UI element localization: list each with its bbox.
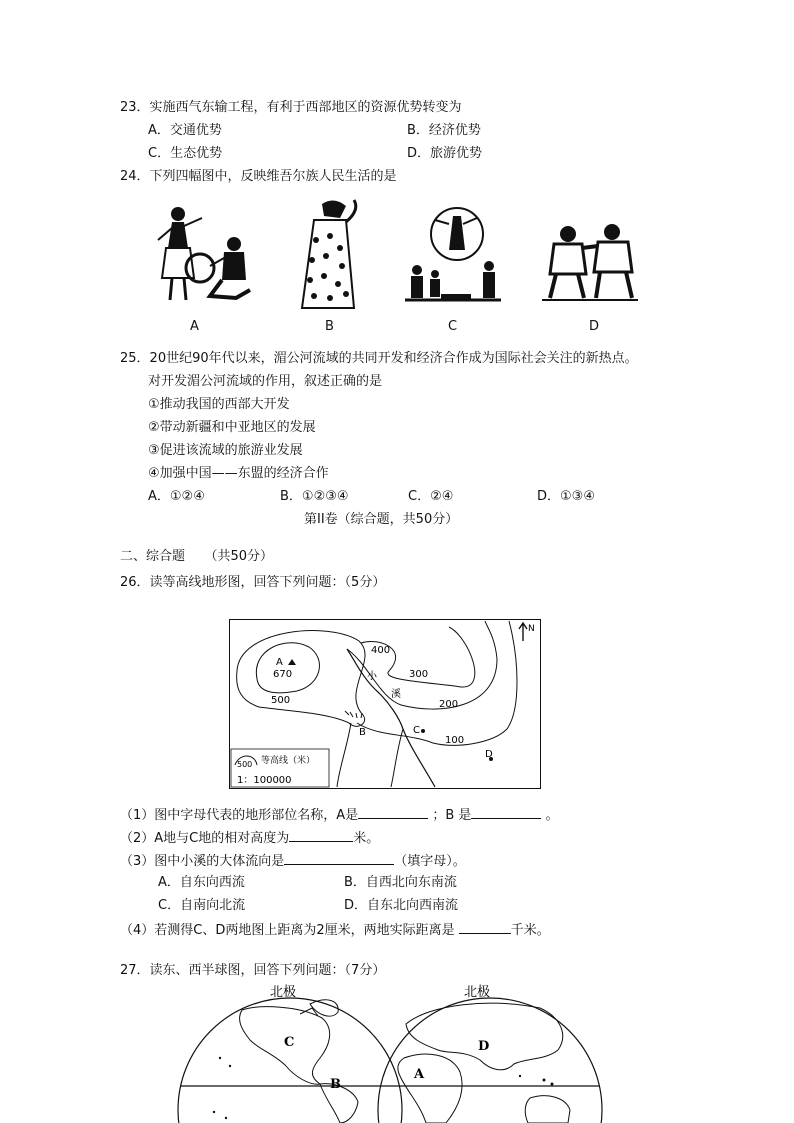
- answer-blank-b[interactable]: [471, 805, 541, 819]
- q26-option-d: D．自东北向西南流: [344, 898, 459, 913]
- q26-part2: （2）A地与C地的相对高度为 米。: [120, 828, 379, 848]
- q25-option-b: B．①②③④: [280, 489, 349, 504]
- north-label: N: [528, 624, 535, 634]
- q26-option-c: C．自南向北流: [158, 898, 246, 913]
- contour-label-400: 400: [371, 645, 391, 656]
- point-b-label: B: [359, 727, 366, 738]
- western-hemisphere: [178, 998, 402, 1123]
- q24-label-a: A: [190, 319, 199, 334]
- label-c: C: [284, 1035, 295, 1050]
- answer-blank-height[interactable]: [289, 828, 353, 842]
- australia-shape: [525, 1096, 570, 1123]
- q24-stem: 24．下列四幅图中，反映维吾尔族人民生活的是: [120, 169, 397, 184]
- stream-char-2: 溪: [391, 689, 401, 700]
- label-b: B: [330, 1077, 341, 1092]
- q25-option-c: C．②④: [408, 489, 454, 504]
- hemisphere-map: [190, 980, 600, 1123]
- q26-part1: （1）图中字母代表的地形部位名称，A是 ；B 是 。: [120, 805, 559, 825]
- label-a: A: [414, 1067, 425, 1082]
- point-d-label: D: [485, 749, 493, 760]
- q25-option-a: A．①②④: [148, 489, 205, 504]
- q26-stem: 26．读等高线地形图，回答下列问题：（5分）: [120, 575, 386, 590]
- pole-label-west: 北极: [270, 985, 297, 1000]
- answer-blank-flow[interactable]: [284, 851, 394, 865]
- point-c-marker: [421, 729, 425, 733]
- q23-stem: 23．实施西气东输工程，有利于西部地区的资源优势转变为: [120, 100, 462, 115]
- q25-stem-line1: 25．20世纪90年代以来，湄公河流域的共同开发和经济合作成为国际社会关注的新热点。: [120, 351, 638, 366]
- q25-item-3: ③促进该流域的旅游业发展: [148, 443, 303, 458]
- legend-sample: 500: [237, 760, 253, 769]
- q26-part3: （3）图中小溪的大体流向是 （填字母）。: [120, 851, 466, 871]
- volume-two-heading: 第II卷（综合题，共50分）: [304, 512, 459, 527]
- q25-stem-line2: 对开发湄公河流域的作用，叙述正确的是: [148, 374, 383, 389]
- eurasia-shape: [406, 1003, 563, 1070]
- q23-option-b: B．经济优势: [407, 123, 481, 138]
- q24-label-c: C: [448, 319, 458, 334]
- q26-option-a: A．自东向西流: [158, 875, 245, 890]
- q26-option-b: B．自西北向东南流: [344, 875, 457, 890]
- q24-picture-a: [150, 200, 260, 310]
- contour-label-500: 500: [271, 695, 291, 706]
- q23-option-a: A．交通优势: [148, 123, 222, 138]
- contour-label-100: 100: [445, 735, 465, 746]
- q23-option-d: D．旅游优势: [407, 146, 483, 161]
- map-scale: 1：100000: [237, 775, 292, 786]
- q24-label-b: B: [325, 319, 334, 334]
- contour-label-300: 300: [409, 669, 429, 680]
- africa-shape: [398, 1054, 462, 1123]
- point-c-label: C: [413, 725, 420, 736]
- answer-blank-a[interactable]: [358, 805, 428, 819]
- q24-picture-c: [405, 204, 501, 308]
- q25-item-1: ①推动我国的西部大开发: [148, 397, 290, 412]
- stream-char-1: 小: [367, 671, 377, 682]
- pole-label-east: 北极: [464, 985, 491, 1000]
- eastern-hemisphere: [378, 998, 602, 1123]
- label-d: D: [478, 1039, 490, 1054]
- section-two-heading: 二、综合题 （共50分）: [120, 549, 274, 564]
- peak-elevation: 670: [273, 669, 293, 680]
- contour-map: [229, 619, 541, 789]
- q23-option-c: C．生态优势: [148, 146, 223, 161]
- q24-picture-b: [294, 196, 366, 314]
- q24-picture-d: [540, 222, 640, 302]
- q25-item-2: ②带动新疆和中亚地区的发展: [148, 420, 316, 435]
- answer-blank-distance[interactable]: [459, 920, 511, 934]
- q24-label-d: D: [589, 319, 600, 334]
- q26-part4: （4）若测得C、D两地图上距离为2厘米，两地实际距离是 千米。: [120, 920, 550, 940]
- legend-text: 等高线（米）: [261, 756, 316, 766]
- q25-option-d: D．①③④: [537, 489, 595, 504]
- q27-stem: 27．读东、西半球图，回答下列问题：（7分）: [120, 963, 386, 978]
- q25-item-4: ④加强中国——东盟的经济合作: [148, 466, 329, 481]
- greenland-shape: [310, 1000, 338, 1016]
- contour-label-200: 200: [439, 699, 459, 710]
- peak-label: A: [276, 657, 283, 668]
